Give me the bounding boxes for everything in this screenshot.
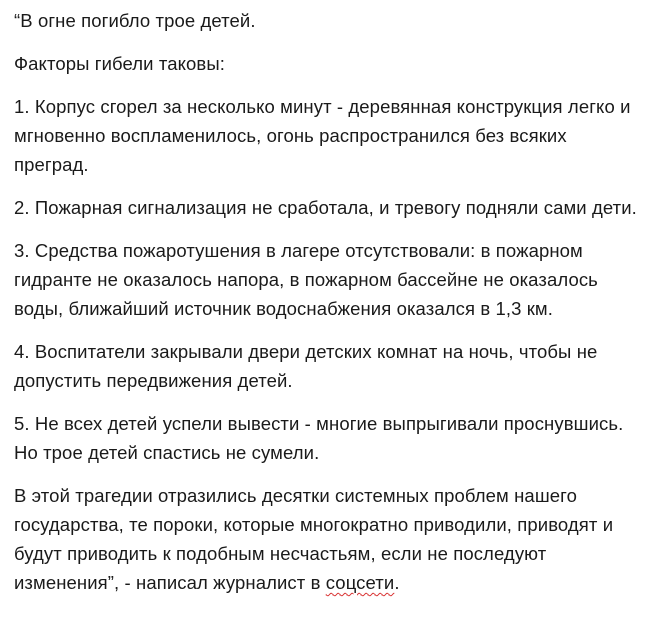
spellcheck-word[interactable]: соцсети: [325, 572, 395, 593]
factor-2: 2. Пожарная сигнализация не сработала, и тревогу подняли сами дети.: [14, 197, 637, 218]
factor-1: 1. Корпус сгорел за несколько минут - деревянная конструкция легко и мгновенно воспламенилось, огонь распространился без всяких преград.: [14, 96, 631, 175]
factor-4: 4. Воспитатели закрывали двери детских комнат на ночь, чтобы не допустить передвижения детей.: [14, 341, 598, 391]
conclusion-text: В этой трагедии отразились десятки системных проблем нашего государства, те пороки, которые многократно приводили, приводят и будут приводить к подобным несчастьям, если не последуют изменения”, - написал журналист в: [14, 485, 614, 593]
factor-3: 3. Средства пожаротушения в лагере отсутствовали: в пожарном гидранте не оказалось напора, в пожарном бассейне не оказалось воды, ближайший источник водоснабжения оказался в 1,3 км.: [14, 240, 598, 319]
factors-intro: Факторы гибели таковы:: [14, 53, 225, 74]
document-body: [14, 6, 639, 611]
quote-opening: “В огне погибло трое детей.: [14, 10, 256, 31]
conclusion-end: .: [394, 572, 400, 593]
factor-5: 5. Не всех детей успели вывести - многие выпрыгивали проснувшись. Но трое детей спастись не сумели.: [14, 413, 624, 463]
conclusion: [14, 481, 639, 597]
